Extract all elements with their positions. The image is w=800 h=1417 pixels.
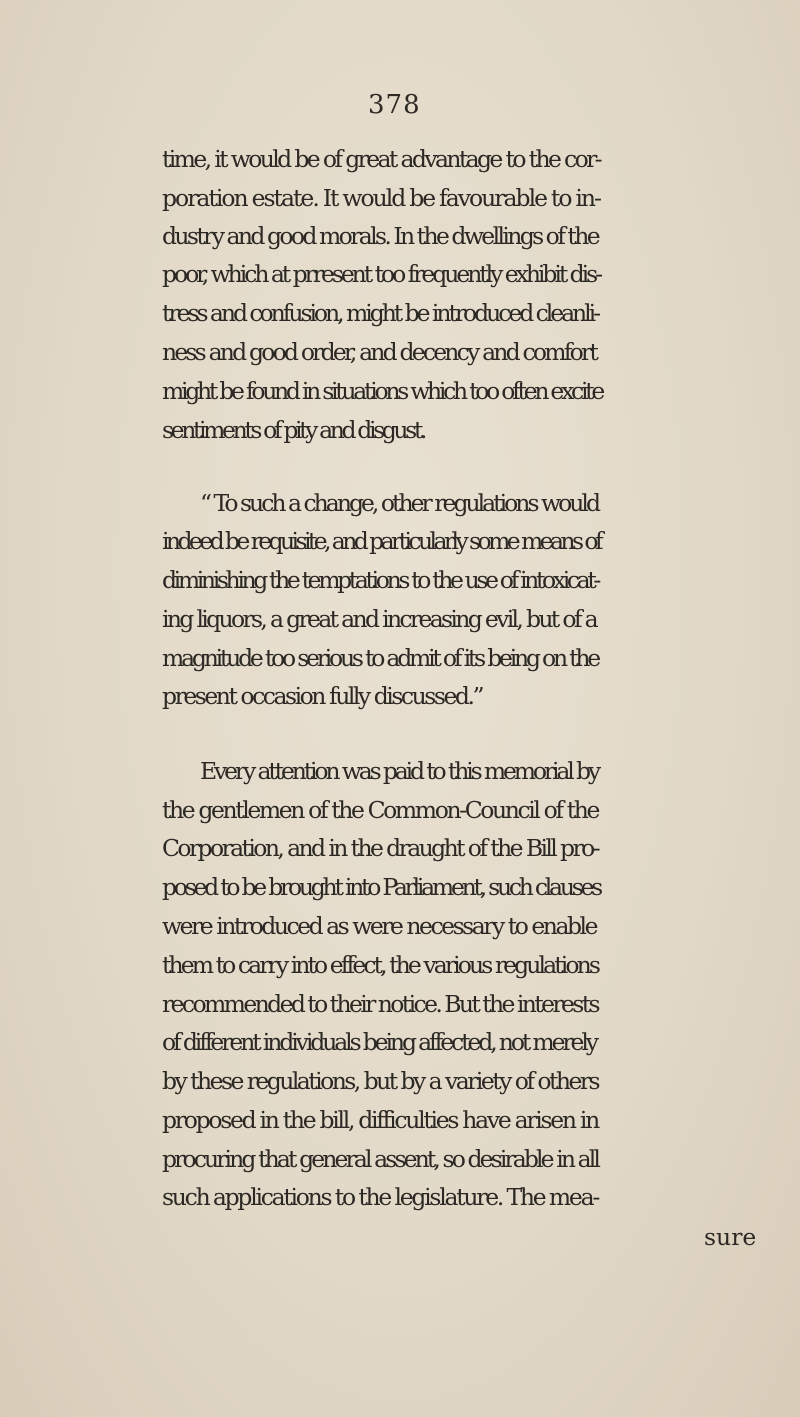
text-line: were introduced as were necessary to enable [162,912,596,940]
text-line: the gentlemen of the Common-Council of the [162,796,598,824]
text-line: time, it would be of great advantage to the cor- [162,145,600,173]
text-line: might be found in situations which too often excite [162,377,602,405]
page-number: 378 [368,90,421,120]
text-line: ness and good order, and decency and comfort [162,338,596,366]
text-line: procuring that general assent, so desirable in all [162,1145,598,1173]
text-line: dustry and good morals. In the dwellings of the [162,222,598,250]
text-line: “ To such a change, other regulations would [200,489,598,517]
text-line: posed to be brought into Parliament, such clauses [162,873,600,901]
text-line: present occasion fully discussed.” [162,682,482,710]
text-line: Every attention was paid to this memorial by [200,757,598,785]
text-line: them to carry into effect, the various regulations [162,951,598,979]
text-line: diminishing the temptations to the use of intoxicat- [162,566,598,594]
text-line: indeed be requisite, and particularly some means of [162,527,600,555]
text-line: recommended to their notice. But the interests [162,990,598,1018]
text-line: proposed in the bill, difficulties have arisen in [162,1106,598,1134]
text-line: Corporation, and in the draught of the Bill pro- [162,834,598,862]
text-line: ing liquors, a great and increasing evil, but of a [162,605,596,633]
catchword: sure [704,1223,757,1251]
text-line: of different individuals being affected, not merely [162,1028,596,1056]
text-line: magnitude too serious to admit of its being on the [162,644,598,672]
text-line: by these regulations, but by a variety of others [162,1067,598,1095]
text-line: tress and confusion, might be introduced cleanli- [162,299,598,327]
text-line: poor, which at prresent too frequently exhibit dis- [162,260,600,288]
text-line: such applications to the legislature. The mea- [162,1183,598,1211]
text-line: poration estate. It would be favourable to in- [162,184,600,212]
text-line: sentiments of pity and disgust. [162,416,424,444]
